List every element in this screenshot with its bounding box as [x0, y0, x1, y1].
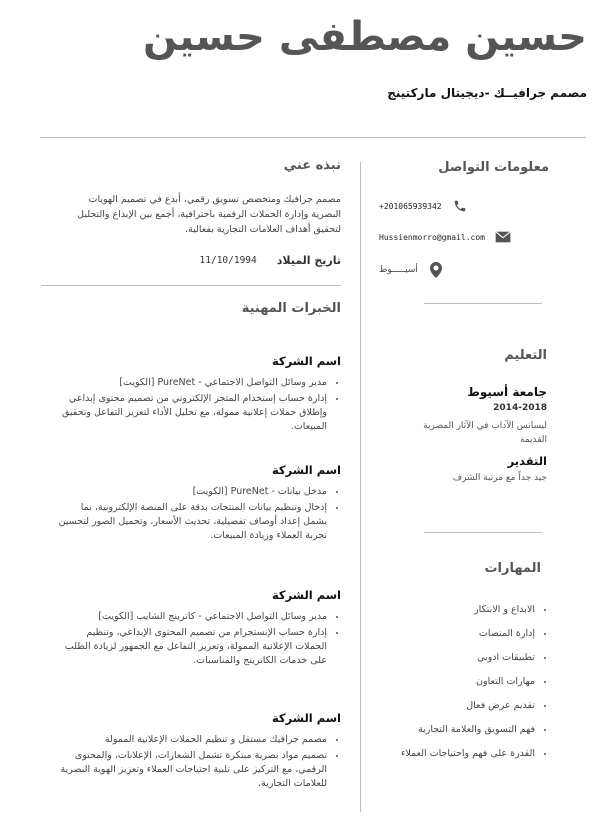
contact-location-row — [379, 260, 549, 280]
birth-label: تاريخ الميلاد — [276, 254, 341, 267]
company-name: اسم الشركة — [271, 463, 341, 477]
location-pin-icon — [428, 262, 444, 278]
birth-row — [61, 254, 341, 267]
mail-icon — [495, 229, 511, 245]
company-name: اسم الشركة — [271, 711, 341, 725]
header-divider — [40, 137, 586, 138]
company-name: اسم الشركة — [271, 354, 341, 368]
resume-name: حسين مصطفى حسين — [143, 14, 587, 60]
education-divider — [424, 532, 542, 533]
skill-item: • القدرة على فهم واحتياجات العملاء — [335, 748, 535, 759]
job-bullet: • إدارة حساب إستخدام المتجر الإلكتروني من تصميم محتوى إبداعي وإطلاق حملات إعلانية ممولة، مع تحليل الأداء لتعزيز التفاعل وتحقيق المبيعات. — [56, 392, 327, 434]
job-bullet: • إدارة حساب الإنستجرام من تصميم المحتوى الإبداعي، وتنظيم الحملات الإعلانية الممولة، وتعزيز التفاعل مع الجمهور لزيادة الطلب على خدمات الكاترينج والمناسبات. — [56, 626, 327, 668]
contact-divider — [424, 303, 542, 304]
skill-item: • تطبيقات ادوبي — [335, 652, 535, 663]
job-bullet: • إدخال وتنظيم بيانات المنتجات بدقة على المنصة الإلكترونية، بما يشمل إعداد أوصاف تفصيلية، تحديث الأسعار، وتحميل الصور لتحسين تجربة العملاء وزيادة المبيعات. — [56, 501, 327, 543]
job-bullet: • مدير وسائل التواصل الاجتماعي - كاترينج الشايب [الكويت] — [56, 610, 327, 624]
contact-section-title: معلومات التواصل — [438, 160, 549, 175]
job-entry — [56, 711, 341, 793]
contact-phone-row — [379, 196, 549, 216]
grade-title: التقدير — [507, 454, 547, 468]
university-name: جامعة أسيوط — [467, 385, 547, 399]
skill-item: • فهم التسويق والعلامة التجارية — [335, 724, 535, 735]
education-degree: ليسانس الآداب في الآثار المصرية القديمة — [423, 421, 547, 445]
contact-location: أسيـــــوط — [379, 265, 418, 275]
job-entry — [56, 588, 341, 670]
job-bullets — [56, 610, 341, 668]
job-entry — [56, 354, 341, 436]
education-section-title: التعليم — [504, 348, 547, 363]
job-bullets — [56, 485, 341, 543]
skills-section-title: المهارات — [484, 561, 541, 576]
education-grade: جيد جداً مع مرتبة الشرف — [452, 473, 547, 483]
job-bullets — [56, 733, 341, 791]
skill-item: • الابداع و الابتكار — [335, 604, 535, 615]
job-bullets — [56, 376, 341, 434]
contact-email[interactable]: Hussienmorro@gmail.com — [379, 232, 485, 242]
about-text: مصمم جرافيك ومتخصص تسويق رقمي، أبدع في تصميم الهويات البصرية وإدارة الحملات الرقمية باحترافية، أجمع بين الإبداع والتحليل لتحقيق أهداف العلامات التجارية بفعالية. — [77, 194, 341, 235]
skill-item: • إدارة المنصات — [335, 628, 535, 639]
job-bullet: • مدير وسائل التواصل الاجتماعي - PureNet [الكويت] — [56, 376, 327, 390]
contact-phone[interactable]: +201065939342 — [379, 201, 442, 211]
skill-item: • تقديم عرض فعال — [335, 700, 535, 711]
skill-item: • مهارات التعاون — [335, 676, 535, 687]
skills-list — [335, 604, 549, 772]
company-name: اسم الشركة — [271, 588, 341, 602]
job-bullet: • مصمم جرافيك مستقل و تنظيم الحملات الإعلانية الممولة — [56, 733, 327, 747]
job-title: مصمم جرافيــك -ديجيتال ماركتينج — [387, 86, 587, 100]
phone-icon — [452, 198, 468, 214]
job-bullet: • تصميم مواد بصرية مبتكرة تشمل الشعارات، الإعلانات، والمحتوى الرقمي، مع التركيز على تلبية احتياجات العملاء وتعزيز الهوية البصرية للعلامات التجارية. — [56, 749, 327, 791]
contact-email-row — [379, 227, 549, 247]
job-bullet: • مدخل بيانات - PureNet [الكويت] — [56, 485, 327, 499]
birth-date: 11/10/1994 — [199, 255, 257, 266]
about-divider — [41, 285, 341, 286]
about-section-title: نبذه عني — [283, 158, 341, 173]
education-years: 2014-2018 — [493, 403, 547, 413]
experience-section-title: الخبرات المهنية — [241, 301, 341, 316]
job-entry — [56, 463, 341, 545]
